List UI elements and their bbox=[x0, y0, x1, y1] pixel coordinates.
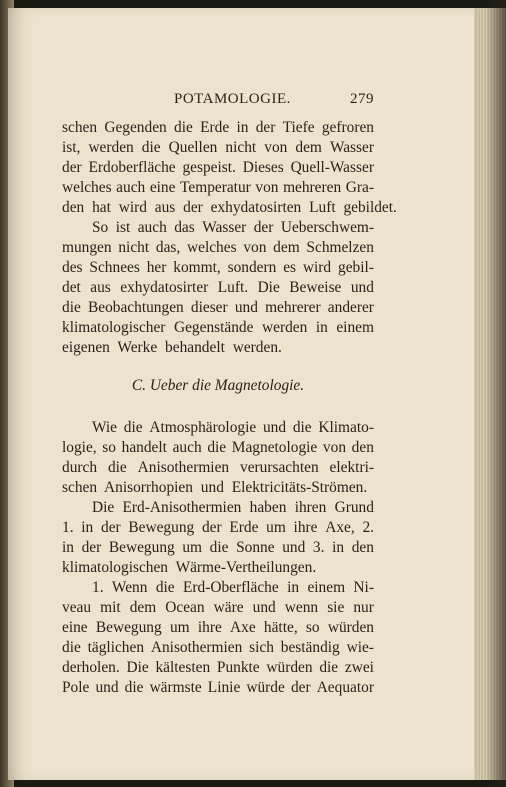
word: einem bbox=[307, 579, 346, 596]
text-line bbox=[62, 478, 374, 498]
word: auch bbox=[172, 439, 202, 456]
word: Bewegung bbox=[95, 619, 162, 636]
word: und bbox=[252, 599, 276, 616]
word: mungen bbox=[62, 239, 112, 256]
word: der bbox=[255, 119, 276, 136]
word: von bbox=[243, 239, 267, 256]
word: Luft. bbox=[217, 279, 249, 296]
word: ist bbox=[115, 219, 131, 236]
word: sie bbox=[327, 599, 345, 616]
word: Axe, bbox=[325, 519, 355, 536]
line-text: klimatologischen Wärme-Vertheilungen. bbox=[62, 559, 317, 576]
word: würden bbox=[266, 659, 313, 676]
word: 3. bbox=[312, 539, 325, 556]
word: handelt bbox=[121, 439, 167, 456]
word: die bbox=[123, 419, 143, 436]
word: Erd-Anisothermien bbox=[122, 499, 242, 516]
word: Ni- bbox=[353, 579, 374, 596]
paragraph-4 bbox=[62, 498, 374, 578]
word: die bbox=[62, 639, 81, 656]
word: Erde bbox=[229, 519, 259, 536]
text-line bbox=[62, 238, 374, 258]
paragraph-2 bbox=[62, 218, 374, 358]
word: nicht bbox=[118, 239, 150, 256]
word: und bbox=[350, 279, 374, 296]
line-text: schen Anisorrhopien und Elektricitäts-Strömen. bbox=[62, 479, 368, 496]
text-line bbox=[62, 278, 374, 298]
word: Ueberschwem- bbox=[280, 219, 374, 236]
text-line bbox=[62, 658, 374, 678]
word: dem bbox=[129, 599, 157, 616]
word: Punkte bbox=[216, 659, 260, 676]
word: die bbox=[124, 679, 144, 696]
word: schen bbox=[62, 119, 98, 136]
word: Magnetologie bbox=[231, 439, 318, 456]
line-text: eigenen Werke behandelt werden. bbox=[62, 339, 282, 356]
word: das bbox=[174, 219, 195, 236]
word: Tiefe bbox=[282, 119, 315, 136]
word: es bbox=[283, 259, 297, 276]
word: um bbox=[169, 619, 190, 636]
word: und bbox=[262, 419, 287, 436]
word: Erdoberfläche bbox=[88, 159, 176, 176]
word: Atmosphärologie bbox=[149, 419, 257, 436]
word: die bbox=[292, 419, 312, 436]
word: 1. bbox=[92, 579, 104, 596]
word: Sonne bbox=[236, 539, 275, 556]
word: mit bbox=[100, 599, 121, 616]
running-title: POTAMOLOGIE. bbox=[174, 91, 291, 107]
word: auch bbox=[137, 219, 167, 236]
word: Ocean bbox=[165, 599, 205, 616]
word: Beobachtungen bbox=[87, 299, 184, 316]
word: Axe bbox=[230, 619, 256, 636]
word: gefroren bbox=[321, 119, 374, 136]
word: veau bbox=[62, 599, 92, 616]
word: sondern bbox=[227, 259, 277, 276]
page-body bbox=[62, 118, 397, 698]
word: kommt, bbox=[173, 259, 221, 276]
word: So bbox=[92, 219, 109, 236]
word: Erde bbox=[200, 119, 230, 136]
word: und bbox=[234, 299, 258, 316]
word: auch bbox=[116, 179, 146, 196]
text-line bbox=[62, 678, 374, 698]
word: Bewegung bbox=[128, 519, 195, 536]
text-line bbox=[62, 598, 374, 618]
text-line bbox=[62, 558, 374, 578]
word: haben bbox=[249, 499, 287, 516]
page-edges-shadow bbox=[486, 0, 506, 787]
word: Wasser bbox=[202, 219, 247, 236]
word: 1. bbox=[62, 519, 74, 536]
word: eine bbox=[149, 179, 176, 196]
word: welches bbox=[62, 179, 112, 196]
word: in bbox=[236, 119, 249, 136]
word: von bbox=[255, 179, 279, 196]
text-line bbox=[62, 218, 374, 238]
word: dem bbox=[295, 139, 322, 156]
word: in bbox=[81, 519, 94, 536]
word: um bbox=[266, 519, 286, 536]
word: die bbox=[62, 299, 81, 316]
text-line bbox=[62, 538, 374, 558]
word: werden bbox=[88, 139, 134, 156]
paragraph-1 bbox=[62, 118, 397, 218]
word: in bbox=[62, 539, 74, 556]
word: Dieses bbox=[242, 159, 284, 176]
word: dieser bbox=[190, 299, 228, 316]
word: die bbox=[209, 539, 229, 556]
word: Temperatur bbox=[180, 179, 251, 196]
word: in bbox=[332, 539, 345, 556]
word: kältesten bbox=[155, 659, 211, 676]
word: Quellen bbox=[168, 139, 218, 156]
section-heading: C. Ueber die Magnetologie. bbox=[131, 377, 305, 394]
word: Pole bbox=[62, 679, 90, 696]
word: Grund bbox=[334, 499, 374, 516]
word: in bbox=[315, 319, 328, 336]
word: Quell-Wasser bbox=[290, 159, 374, 176]
text-line bbox=[62, 258, 374, 278]
word: Erd-Oberfläche bbox=[183, 579, 279, 596]
word: die bbox=[174, 119, 193, 136]
text-line bbox=[62, 198, 397, 218]
word: der bbox=[62, 159, 82, 176]
text-line bbox=[62, 498, 374, 518]
word: des bbox=[62, 259, 83, 276]
word: Anisothermien bbox=[137, 459, 230, 476]
word: einem bbox=[336, 319, 374, 336]
word: wenn bbox=[284, 599, 319, 616]
word: zwei bbox=[344, 659, 374, 676]
word: 2. bbox=[362, 519, 374, 536]
word: und bbox=[282, 539, 306, 556]
word: elektri- bbox=[329, 459, 374, 476]
text-line bbox=[62, 578, 374, 598]
page-number: 279 bbox=[350, 91, 374, 107]
word: die bbox=[207, 439, 227, 456]
word: derholen. bbox=[62, 659, 120, 676]
text-line bbox=[62, 338, 374, 358]
word: Die bbox=[126, 659, 149, 676]
word: der bbox=[81, 539, 102, 556]
word: Schmelzen bbox=[306, 239, 374, 256]
word: Anisothermien bbox=[150, 639, 243, 656]
word: durch bbox=[62, 459, 98, 476]
text-line bbox=[62, 298, 374, 318]
word: Gegenden bbox=[104, 119, 167, 136]
word: Wasser bbox=[329, 139, 374, 156]
word: der bbox=[290, 679, 311, 696]
word: Gegenstände bbox=[173, 319, 254, 336]
running-header bbox=[174, 91, 374, 108]
word: beständig bbox=[280, 639, 340, 656]
word: Die bbox=[257, 279, 280, 296]
paragraph-5 bbox=[62, 578, 374, 698]
text-line bbox=[62, 618, 374, 638]
word: gespeist. bbox=[182, 159, 236, 176]
word: die bbox=[107, 459, 127, 476]
word: ihre bbox=[293, 519, 318, 536]
word: Gra- bbox=[345, 179, 374, 196]
word: mehreren bbox=[283, 179, 342, 196]
word: den bbox=[351, 439, 374, 456]
word: hätte, bbox=[263, 619, 298, 636]
word: Klimato- bbox=[318, 419, 374, 436]
word: her bbox=[146, 259, 167, 276]
word: eine bbox=[62, 619, 88, 636]
word: der bbox=[101, 519, 121, 536]
word: in bbox=[287, 579, 300, 596]
word: dem bbox=[273, 239, 300, 256]
word: den bbox=[351, 539, 374, 556]
word: nur bbox=[353, 599, 374, 616]
word: Die bbox=[92, 499, 115, 516]
word: die bbox=[141, 139, 161, 156]
word: Wie bbox=[92, 419, 118, 436]
word: würden bbox=[327, 619, 374, 636]
text-line bbox=[62, 458, 374, 478]
word: ihren bbox=[294, 499, 327, 516]
word: ihre bbox=[197, 619, 222, 636]
text-line bbox=[62, 438, 374, 458]
line-text: den hat wird aus der exhydatosirten Luft gebildet. bbox=[62, 199, 397, 216]
text-line bbox=[62, 118, 374, 138]
word: Schnees bbox=[89, 259, 140, 276]
word: von bbox=[322, 439, 347, 456]
word: klimatologischer bbox=[62, 319, 166, 336]
word: die bbox=[319, 659, 339, 676]
word: Wenn bbox=[111, 579, 148, 596]
word: Linie bbox=[207, 679, 241, 696]
word: werden bbox=[262, 319, 308, 336]
word: aus bbox=[90, 279, 111, 296]
word: anderer bbox=[327, 299, 374, 316]
word: Beweise bbox=[289, 279, 342, 296]
word: wie- bbox=[346, 639, 374, 656]
word: wärmste bbox=[149, 679, 202, 696]
text-line bbox=[62, 178, 374, 198]
text-line bbox=[62, 318, 374, 338]
word: von bbox=[264, 139, 288, 156]
word: die bbox=[155, 579, 175, 596]
word: verursachten bbox=[240, 459, 319, 476]
word: wäre bbox=[213, 599, 244, 616]
word: so bbox=[102, 439, 116, 456]
text-line bbox=[62, 158, 374, 178]
word: Aequator bbox=[316, 679, 374, 696]
word: so bbox=[305, 619, 320, 636]
text-line bbox=[62, 638, 374, 658]
text-line bbox=[62, 138, 374, 158]
word: der bbox=[253, 219, 274, 236]
word: wird bbox=[302, 259, 332, 276]
word: sich bbox=[249, 639, 274, 656]
word: gebil- bbox=[338, 259, 374, 276]
word: logie, bbox=[62, 439, 97, 456]
word: täglichen bbox=[87, 639, 145, 656]
word: mehrerer bbox=[265, 299, 321, 316]
text-line bbox=[62, 518, 374, 538]
word: um bbox=[182, 539, 203, 556]
word: det bbox=[62, 279, 81, 296]
word: Bewegung bbox=[108, 539, 175, 556]
word: der bbox=[201, 519, 222, 536]
word: ist, bbox=[62, 139, 81, 156]
paragraph-3 bbox=[62, 418, 374, 498]
text-line bbox=[62, 418, 374, 438]
word: und bbox=[95, 679, 119, 696]
word: welches bbox=[187, 239, 237, 256]
word: exhydatosirter bbox=[120, 279, 209, 296]
word: würde bbox=[246, 679, 285, 696]
word: das, bbox=[155, 239, 181, 256]
word: nicht bbox=[225, 139, 257, 156]
